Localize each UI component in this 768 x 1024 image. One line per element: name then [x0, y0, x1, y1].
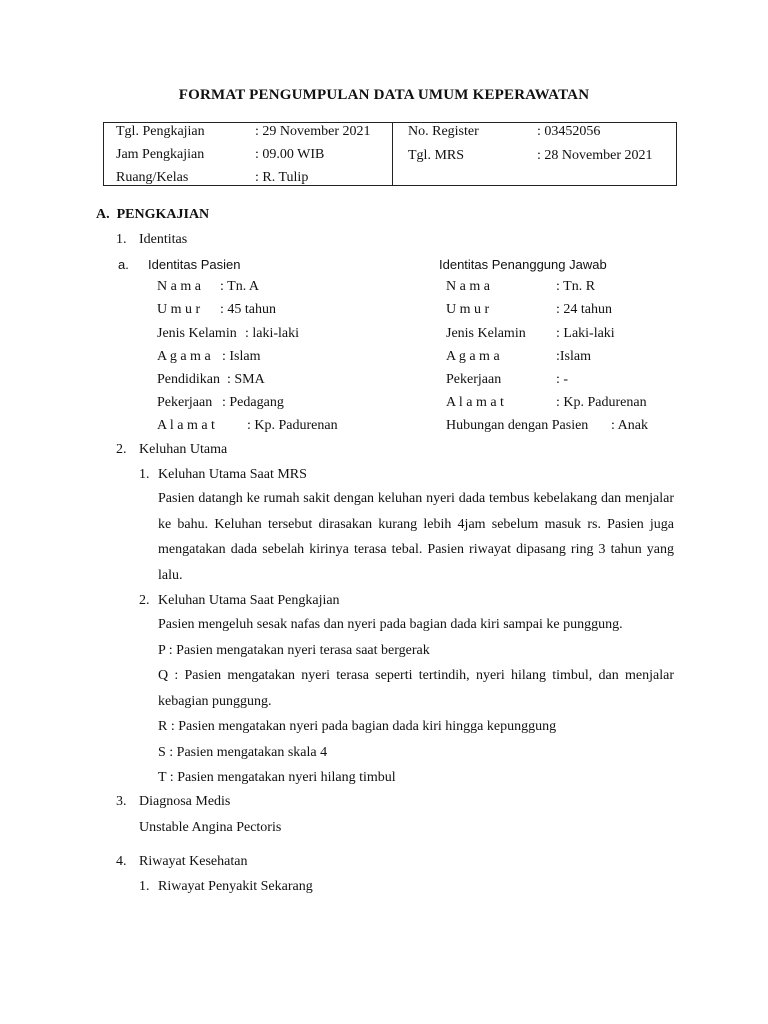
patient-address-label: A l a m a t: [157, 418, 215, 433]
guardian-occupation-label: Pekerjaan: [446, 372, 502, 387]
sub4-1-number: 1.: [139, 879, 150, 894]
guardian-religion-value: :Islam: [556, 349, 591, 364]
guardian-relation-value: : Anak: [611, 418, 648, 433]
sub2-2-label: Keluhan Utama Saat Pengkajian: [158, 593, 340, 608]
patient-religion-value: : Islam: [222, 349, 261, 364]
item1-number: 1.: [116, 232, 127, 247]
guardian-gender-value: : Laki-laki: [556, 326, 615, 341]
tgl-mrs-label: Tgl. MRS: [408, 148, 465, 163]
mrs-complaint-paragraph: [158, 486, 674, 588]
guardian-age-value: : 24 tahun: [556, 302, 612, 317]
pengkajian-intro: Pasien mengeluh sesak nafas dan nyeri pada bagian dada kiri sampai ke punggung.: [158, 617, 623, 632]
guardian-age-label: U m u r: [446, 302, 490, 317]
patient-name-label: N a m a: [157, 279, 201, 294]
patient-address-value: : Kp. Padurenan: [247, 418, 338, 433]
patient-name-value: : Tn. A: [220, 279, 260, 294]
no-register-label: No. Register: [408, 124, 479, 139]
sub2-2-number: 2.: [139, 593, 150, 608]
guardian-occupation-value: : -: [556, 372, 569, 387]
pqrst-s: S : Pasien mengatakan skala 4: [158, 744, 328, 760]
medical-diagnosis-value: Unstable Angina Pectoris: [139, 820, 282, 835]
patient-gender-value: : laki-laki: [245, 326, 300, 341]
patient-age-label: U m u r: [157, 302, 201, 317]
tgl-mrs-value: : 28 November 2021: [537, 148, 653, 163]
item4-label: Riwayat Kesehatan: [139, 854, 248, 869]
pqrst-t: T : Pasien mengatakan nyeri hilang timbul: [158, 770, 396, 785]
guardian-gender-label: Jenis Kelamin: [446, 326, 526, 341]
sub4-1-label: Riwayat Penyakit Sekarang: [158, 879, 313, 894]
item2-number: 2.: [116, 442, 127, 457]
item3-label: Diagnosa Medis: [139, 794, 231, 809]
patient-religion-label: A g a m a: [157, 349, 211, 364]
guardian-name-label: N a m a: [446, 279, 490, 294]
sub2-1-label: Keluhan Utama Saat MRS: [158, 467, 307, 482]
pqrst-q: Q : Pasien mengatakan nyeri terasa seperti tertindih, nyeri hilang timbul, dan menjalar kebagian punggung.: [158, 668, 674, 709]
pengkajian-complaint-block: [158, 612, 674, 791]
jam-pengkajian-label: Jam Pengkajian: [116, 147, 205, 162]
guardian-identity-title: Identitas Penanggung Jawab: [439, 257, 607, 272]
guardian-address-label: A l a m a t: [446, 395, 504, 410]
item1-label: Identitas: [139, 232, 188, 247]
sub2-1-number: 1.: [139, 467, 150, 482]
patient-education-value: : SMA: [227, 372, 265, 387]
mrs-complaint-text: Pasien datangh ke rumah sakit dengan keluhan nyeri dada tembus kebelakang dan menjalar ke bahu. Keluhan tersebut dirasakan kurang lebih 4jam sebelum masuk rs. Pasien juga mengatakan dada sebelah kirinya terasa tebal. Pasien riwayat dipasang ring 3 tahun yang lalu.: [158, 491, 674, 583]
document-title: FORMAT PENGUMPULAN DATA UMUM KEPERAWATAN: [178, 87, 590, 103]
patient-age-value: : 45 tahun: [220, 302, 276, 317]
guardian-religion-label: A g a m a: [446, 349, 500, 364]
guardian-address-value: : Kp. Padurenan: [556, 395, 647, 410]
pqrst-p: P : Pasien mengatakan nyeri terasa saat bergerak: [158, 642, 430, 658]
item2-label: Keluhan Utama: [139, 442, 228, 457]
no-register-value: : 03452056: [537, 124, 601, 139]
jam-pengkajian-value: : 09.00 WIB: [255, 147, 325, 162]
guardian-name-value: : Tn. R: [556, 279, 596, 294]
patient-gender-label: Jenis Kelamin: [157, 326, 237, 341]
tgl-pengkajian-value: : 29 November 2021: [255, 124, 371, 139]
ruang-kelas-label: Ruang/Kelas: [116, 170, 189, 185]
ruang-kelas-value: : R. Tulip: [255, 170, 309, 185]
tgl-pengkajian-label: Tgl. Pengkajian: [116, 124, 205, 139]
sub-a-letter: a.: [118, 257, 129, 272]
pqrst-r: R : Pasien mengatakan nyeri pada bagian dada kiri hingga kepunggung: [158, 719, 557, 734]
patient-occupation-label: Pekerjaan: [157, 395, 213, 410]
section-a-heading: A. PENGKAJIAN: [96, 207, 210, 222]
patient-occupation-value: : Pedagang: [222, 395, 284, 410]
patient-education-label: Pendidikan: [157, 372, 220, 387]
patient-identity-title: Identitas Pasien: [148, 257, 241, 272]
item3-number: 3.: [116, 794, 127, 809]
guardian-relation-label: Hubungan dengan Pasien: [446, 418, 589, 433]
item4-number: 4.: [116, 854, 127, 869]
header-divider: [392, 123, 393, 185]
